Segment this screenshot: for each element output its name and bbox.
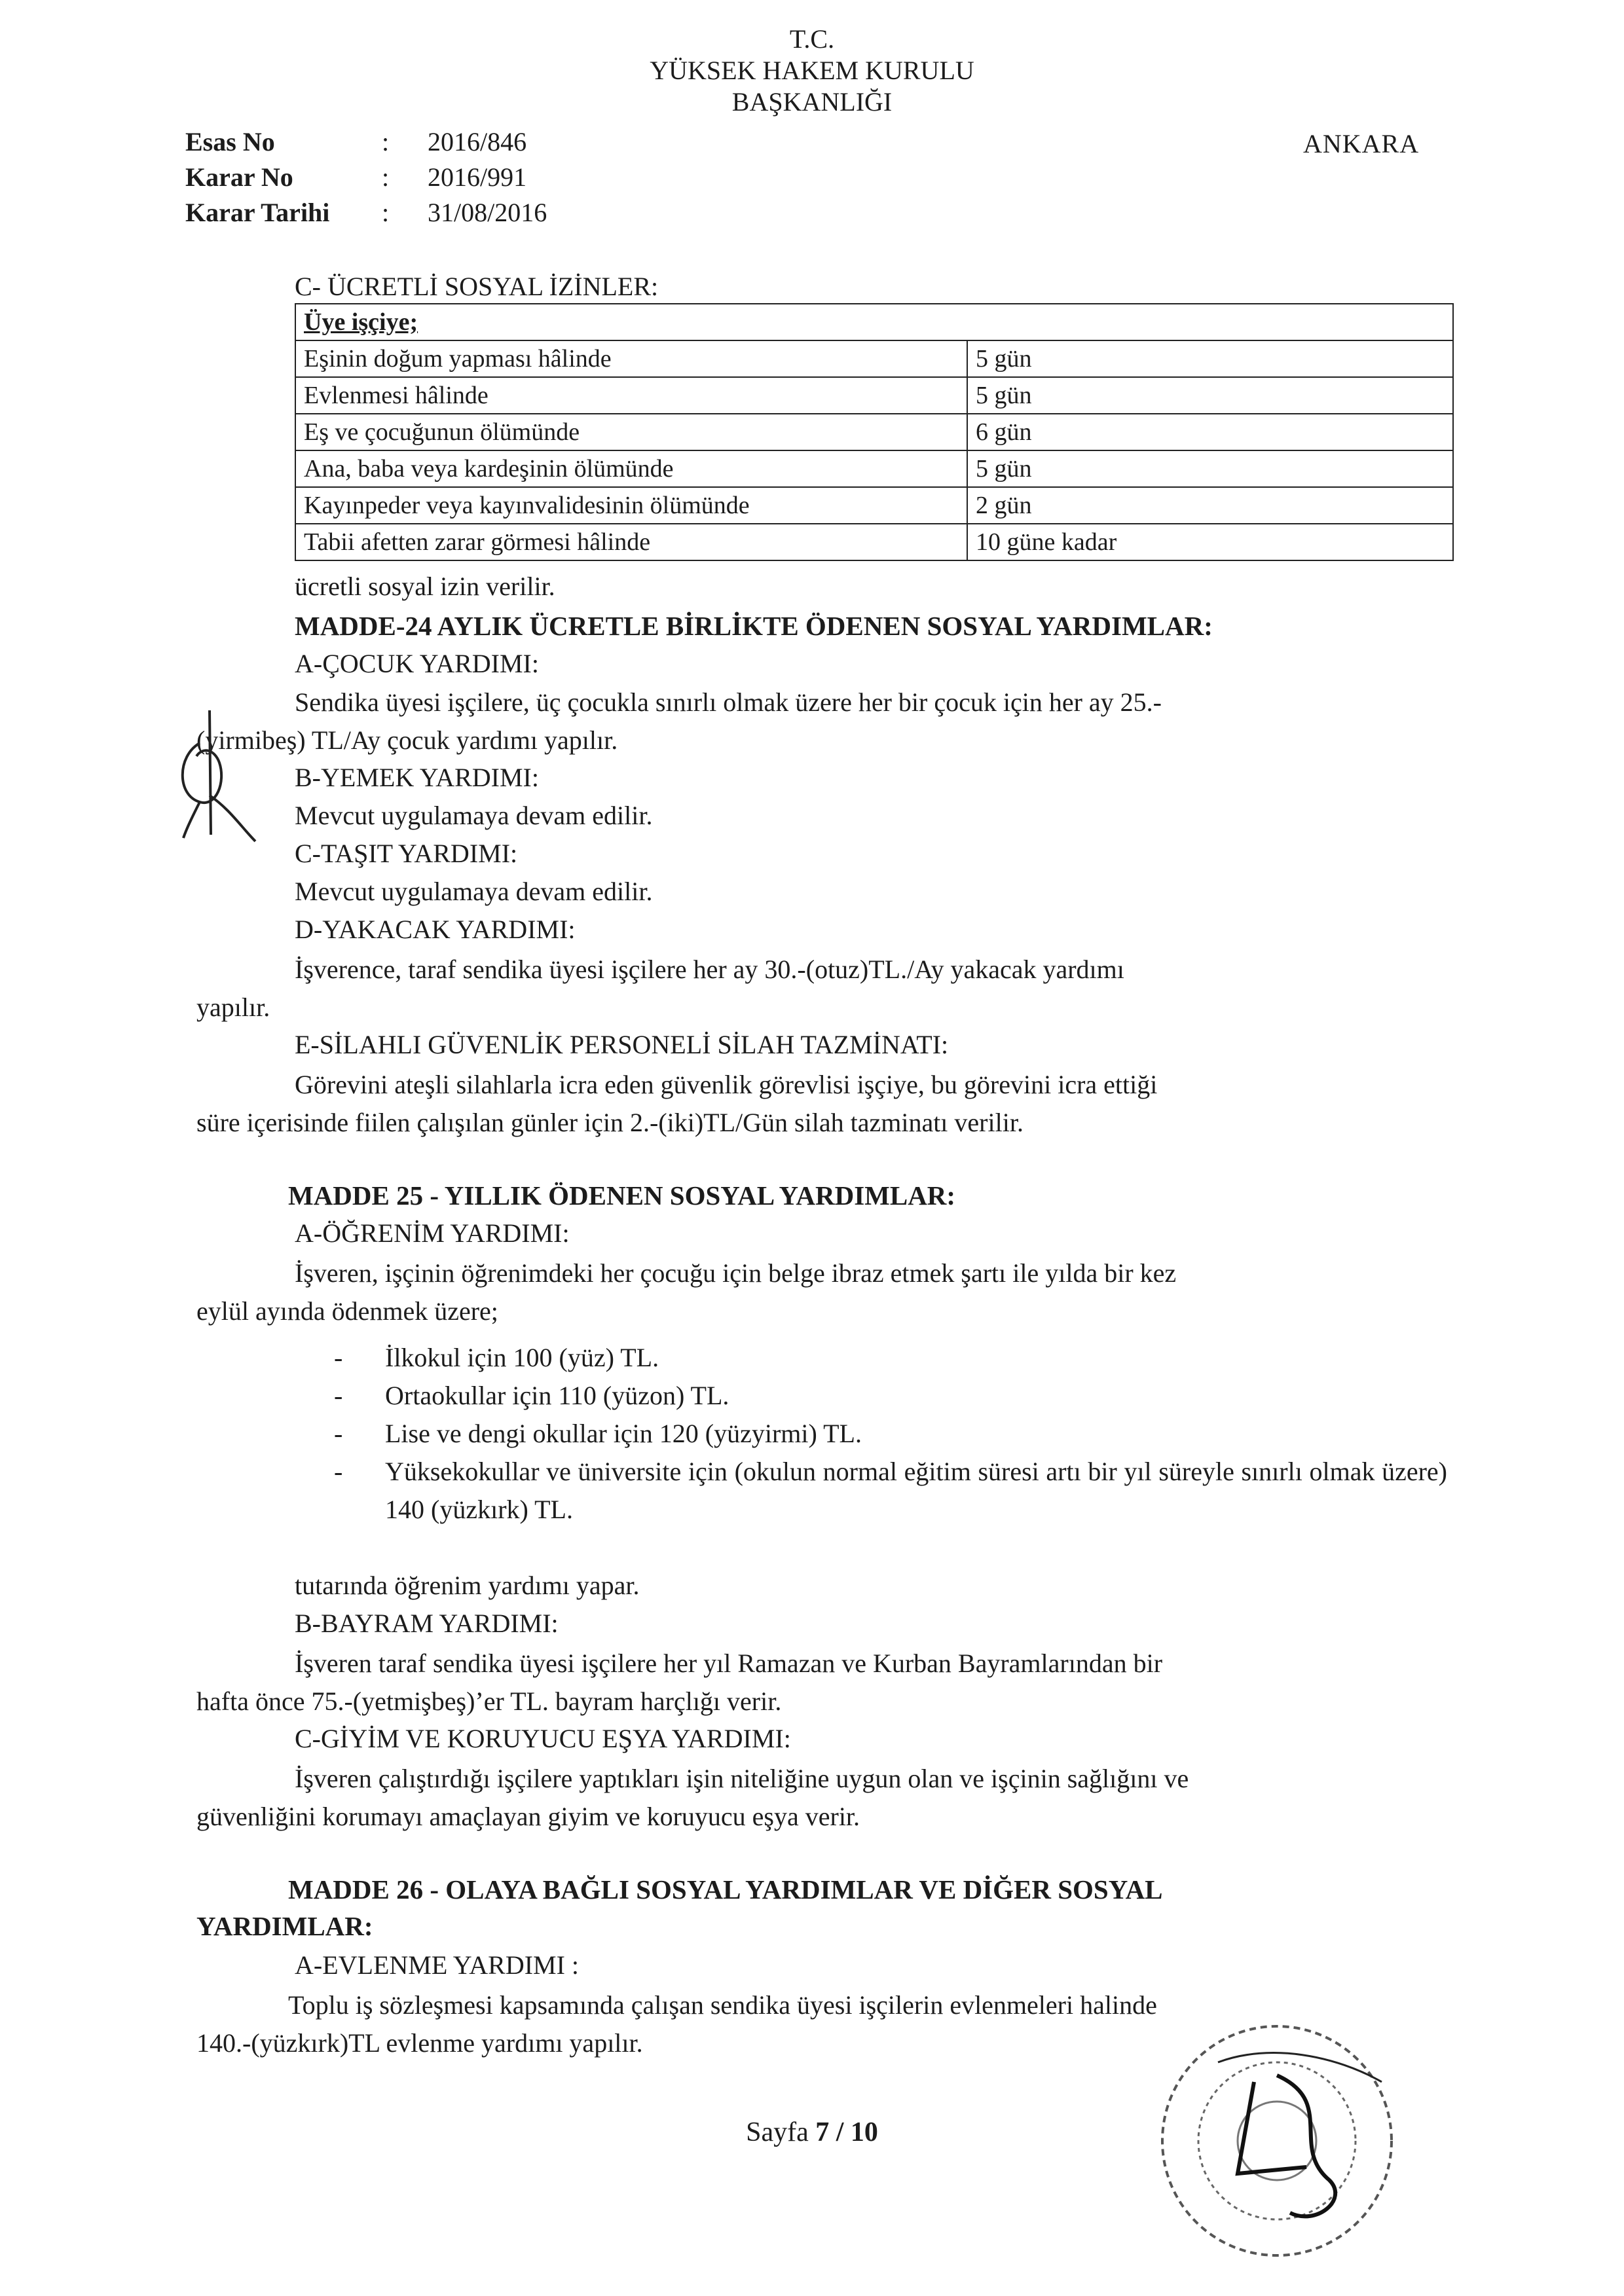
text-line: 140.-(yüzkırk)TL evlenme yardımı yapılır. <box>196 2028 643 2058</box>
list-dash: - <box>334 1419 343 1448</box>
meta-karar-tarihi <box>185 196 547 229</box>
leave-table <box>295 303 1454 561</box>
text-line: Toplu iş sözleşmesi kapsamında çalışan sendika üyesi işçilerin evlenmeleri halinde <box>288 1990 1157 2020</box>
meta-label: Karar No <box>185 162 293 192</box>
meta-value: 31/08/2016 <box>428 198 547 227</box>
meta-karar-no <box>185 161 526 194</box>
signature-mark <box>164 704 268 848</box>
text-line: Görevini ateşli silahlarla icra eden güvenlik görevlisi işçiye, bu görevini icra ettiği <box>295 1070 1158 1099</box>
text-line: hafta önce 75.-(yetmişbeş)’er TL. bayram harçlığı verir. <box>196 1686 782 1716</box>
text-line: İşveren çalıştırdığı işçilere yaptıkları işin niteliğine uygun olan ve işçinin sağlığını ve <box>295 1764 1189 1793</box>
madde24-e-heading: E-SİLAHLI GÜVENLİK PERSONELİ SİLAH TAZMİNATI: <box>295 1030 949 1059</box>
madde25-heading: MADDE 25 - YILLIK ÖDENEN SOSYAL YARDIMLAR: <box>288 1180 956 1211</box>
leave-heading: C- ÜCRETLİ SOSYAL İZİNLER: <box>295 272 659 301</box>
madde24-c-heading: C-TAŞIT YARDIMI: <box>295 839 518 868</box>
table-header-text: Üye işçiye; <box>304 308 418 336</box>
meta-esas-no <box>185 126 526 158</box>
list-item-text: Lise ve dengi okullar için 120 (yüzyirmi) TL. <box>385 1419 862 1448</box>
madde25-a-heading: A-ÖĞRENİM YARDIMI: <box>295 1218 570 1248</box>
leave-event-cell: Eşinin doğum yapması hâlinde <box>295 340 967 377</box>
list-item-text: Yüksekokullar ve üniversite için (okulun normal eğitim süresi artı bir yıl süreyle sınırlı olmak üzere) 140 (yüzkırk) TL. <box>385 1457 1447 1524</box>
list-item <box>334 1377 1447 1415</box>
madde25-b-text <box>196 1645 1454 1721</box>
meta-colon: : <box>382 127 390 156</box>
list-dash: - <box>334 1381 343 1410</box>
madde25-b-heading: B-BAYRAM YARDIMI: <box>295 1609 559 1638</box>
list-item-text: Ortaokullar için 110 (yüzon) TL. <box>385 1381 729 1410</box>
meta-label: Karar Tarihi <box>185 198 330 227</box>
leave-event-cell: Ana, baba veya kardeşinin ölümünde <box>295 450 967 487</box>
page-number-value: 7 / 10 <box>815 2117 878 2147</box>
leave-days-cell: 10 güne kadar <box>967 524 1453 560</box>
text-line: eylül ayında ödenmek üzere; <box>196 1296 498 1326</box>
table-row <box>295 377 1453 414</box>
table-row <box>295 340 1453 377</box>
text-line: İşverence, taraf sendika üyesi işçilere her ay 30.-(otuz)TL./Ay yakacak yardımı <box>295 955 1124 984</box>
meta-value: 2016/846 <box>428 127 527 156</box>
meta-label: Esas No <box>185 127 275 156</box>
official-stamp <box>1139 2003 1414 2278</box>
leave-event-cell: Eş ve çocuğunun ölümünde <box>295 414 967 450</box>
list-dash: - <box>334 1343 343 1372</box>
madde26-heading-line2: YARDIMLAR: <box>196 1911 373 1941</box>
text-line: Sendika üyesi işçilere, üç çocukla sınırlı olmak üzere her bir çocuk için her ay 25.- <box>295 687 1162 717</box>
leave-closing: ücretli sosyal izin verilir. <box>295 572 555 601</box>
madde26-heading-line1: MADDE 26 - OLAYA BAĞLI SOSYAL YARDIMLAR VE DİĞER SOSYAL <box>288 1874 1163 1904</box>
madde24-c-text: Mevcut uygulamaya devam edilir. <box>295 877 653 906</box>
madde24-d-heading: D-YAKACAK YARDIMI: <box>295 915 576 944</box>
table-row <box>295 304 1453 340</box>
madde24-a-heading: A-ÇOCUK YARDIMI: <box>295 649 539 678</box>
header-presidency: BAŞKANLIĞI <box>731 87 893 117</box>
text-line: (yirmibeş) TL/Ay çocuk yardımı yapılır. <box>196 725 618 755</box>
header-institution: YÜKSEK HAKEM KURULU <box>650 56 974 85</box>
list-dash: - <box>334 1457 343 1486</box>
madde24-b-heading: B-YEMEK YARDIMI: <box>295 763 539 792</box>
madde25-c-text <box>196 1760 1454 1836</box>
table-row <box>295 524 1453 560</box>
leave-days-cell: 5 gün <box>967 340 1453 377</box>
table-row <box>295 487 1453 524</box>
header-city: ANKARA <box>1303 129 1420 158</box>
list-item <box>334 1339 1447 1377</box>
leave-event-cell: Kayınpeder veya kayınvalidesinin ölümünde <box>295 487 967 524</box>
table-header-cell <box>295 304 1453 340</box>
list-item <box>334 1415 1447 1453</box>
meta-colon: : <box>382 162 390 192</box>
madde25-a-closing: tutarında öğrenim yardımı yapar. <box>295 1571 640 1600</box>
list-item-text: İlkokul için 100 (yüz) TL. <box>385 1343 659 1372</box>
madde26-a-heading: A-EVLENME YARDIMI : <box>295 1950 580 1980</box>
leave-event-cell: Evlenmesi hâlinde <box>295 377 967 414</box>
leave-days-cell: 2 gün <box>967 487 1453 524</box>
madde25-a-text <box>196 1254 1454 1330</box>
madde25-c-heading: C-GİYİM VE KORUYUCU EŞYA YARDIMI: <box>295 1724 791 1753</box>
meta-colon: : <box>382 198 390 227</box>
text-line: güvenliğini korumayı amaçlayan giyim ve koruyucu eşya verir. <box>196 1802 860 1831</box>
table-row <box>295 450 1453 487</box>
table-row <box>295 414 1453 450</box>
madde24-heading: MADDE-24 AYLIK ÜCRETLE BİRLİKTE ÖDENEN SOSYAL YARDIMLAR: <box>295 611 1213 641</box>
madde24-d-text <box>196 951 1454 1027</box>
madde24-e-text <box>196 1066 1454 1142</box>
page-number-prefix: Sayfa <box>746 2117 816 2147</box>
education-allowance-list <box>334 1339 1447 1529</box>
leave-days-cell: 5 gün <box>967 377 1453 414</box>
madde24-b-text: Mevcut uygulamaya devam edilir. <box>295 801 653 830</box>
madde24-a-text <box>196 683 1454 759</box>
leave-event-cell: Tabii afetten zarar görmesi hâlinde <box>295 524 967 560</box>
list-item <box>334 1453 1447 1529</box>
text-line: yapılır. <box>196 993 270 1022</box>
text-line: İşveren, işçinin öğrenimdeki her çocuğu için belge ibraz etmek şartı ile yılda bir kez <box>295 1258 1177 1288</box>
leave-days-cell: 5 gün <box>967 450 1453 487</box>
text-line: İşveren taraf sendika üyesi işçilere her yıl Ramazan ve Kurban Bayramlarından bir <box>295 1649 1163 1678</box>
text-line: süre içerisinde fiilen çalışılan günler için 2.-(iki)TL/Gün silah tazminatı verilir. <box>196 1108 1024 1137</box>
leave-days-cell: 6 gün <box>967 414 1453 450</box>
header-tc: T.C. <box>789 24 835 54</box>
meta-value: 2016/991 <box>428 162 527 192</box>
